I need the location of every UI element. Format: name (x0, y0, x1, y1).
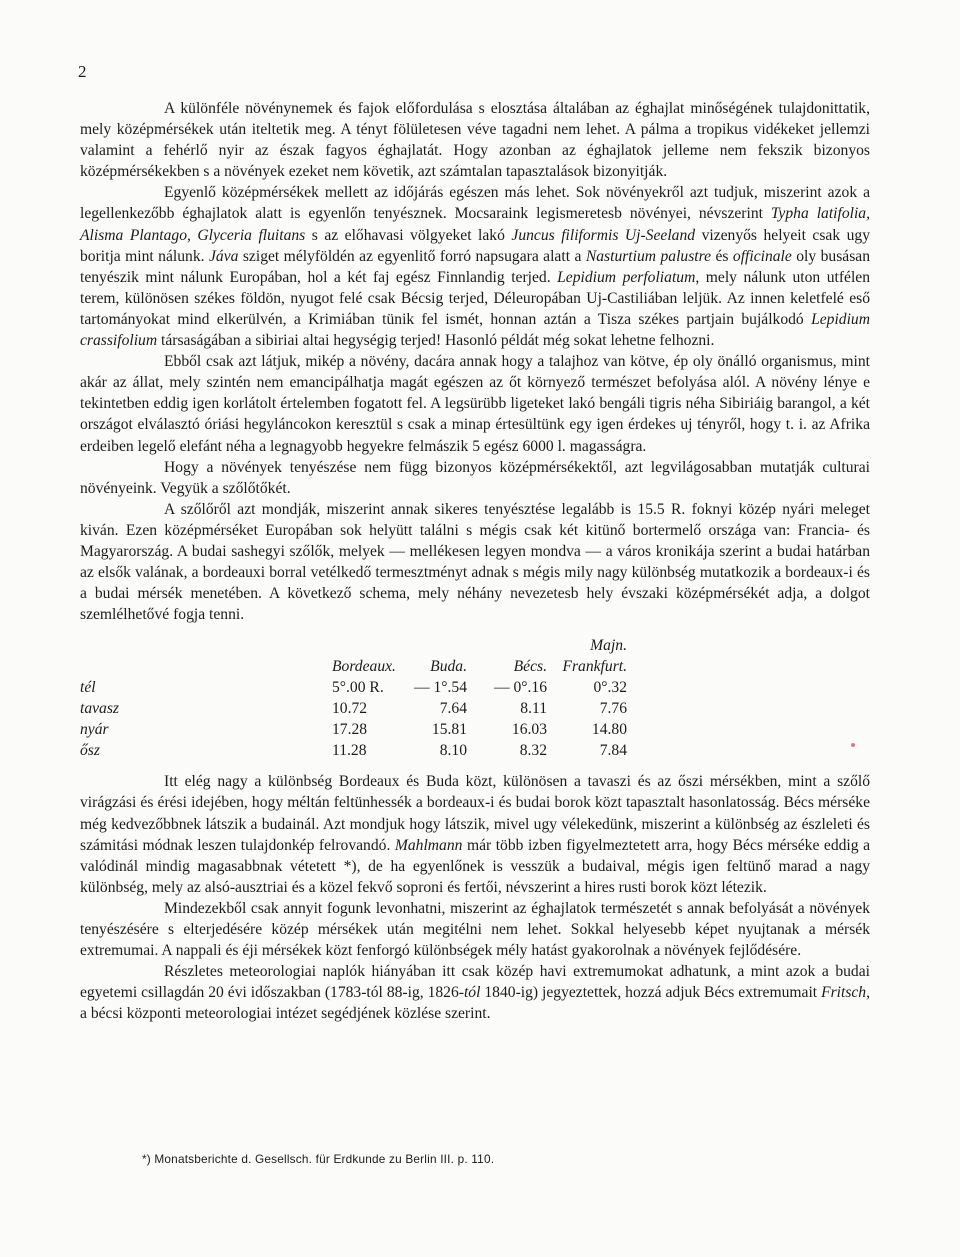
table-cell: 17.28 (332, 721, 368, 739)
table-header-top-cell (367, 635, 467, 656)
table-cell: 11.28 (332, 742, 367, 760)
body-paragraph: Egyenlő középmérsékek mellett az időjárás egészen más lehet. Sok növényekről azt tudjuk, miszerint azok a legellenkezőbb éghajlatok alatt is egyenlőn tenyésznek. Mocsaraink legismeretesb növényei, névszerint Typha latifolia, Alisma Plantago, Glyceria fluitans s az előhavasi völgyeket lakó Juncus filiformis Uj-Seeland vizenyős helyeit csak ugy boritja mint nálunk. Jáva sziget mélyföldén az egyenlitő forró napsugara alatt a Nasturtium palustre és officinale oly busásan tenyészik mint nálunk Europában, hol a két faj egész Finnlandig terjed. Lepidium perfoliatum, mely nálunk uton utfélen terem, különösen székes földön, nyugot felé csak Bécsig terjed, Déleuropában Uj-Castiliában leljük. Az innen keletfelé eső tartományokat mind elkerülvén, a Krimiában tünik fel ismét, honnan aztán a Tisza székes partjain bujálkodó Lepidium crassifolium társaságában a sibiriai altai hegységig terjed! Hasonló példát még sokat lehetne felhozni. (80, 184, 871, 350)
page-number: 2 (78, 62, 87, 81)
table-cell: — 0°.16 (493, 679, 547, 697)
body-paragraph: Hogy a növények tenyészése nem függ bizonyos középmérsékektől, azt legvilágosabban mutatják culturai növényeink. Vegyük a szőlőtőkét. (80, 458, 870, 497)
table-row-label: tél (80, 679, 96, 697)
table-row-label: tavasz (80, 700, 119, 718)
table-header-cell: Bécs. (513, 658, 547, 676)
table-row-label: ősz (80, 742, 100, 760)
table-row-label: nyár (80, 721, 109, 739)
table-header-cell: Frankfurt. (562, 658, 627, 676)
table-cell: 0°.32 (593, 679, 627, 697)
paragraphs-after-table (80, 771, 870, 1024)
body-paragraph: Itt elég nagy a különbség Bordeaux és Buda közt, különösen a tavaszi és az őszi mérsékben, mint a szőlő virágzási és érési idejében, hogy méltán feltünhessék a bordeaux-i és budai borok közt tapasztalt hasonlatosság. Bécs mérséke még kedvezőbbnek látszik a budainál. Azt mondjuk hogy látszik, mivel ugy vélekedünk, miszerint a különbség az észleleti és számitási módnak leszen tulajdonkép felrovandó. Mahlmann már több izben figyelmeztetett arra, hogy Bécs mérséke eddig a valódinál mindig magasabbnak vétetett *), de ha egyenlőnek is vesszük a budaival, mégis igen feltünő marad a nagy különbség, mely az alsó-ausztriai és a közel fekvő soproni és fertői, névszerint a hires rusti borok közt létezik. (80, 773, 870, 896)
footnote: *) Monatsberichte d. Gesellsch. für Erdkunde zu Berlin III. p. 110. (142, 1152, 495, 1166)
table-cell: 15.81 (431, 721, 467, 739)
body-paragraph: Ebből csak azt látjuk, mikép a növény, dacára annak hogy a talajhoz van kötve, ép oly önálló organismus, mint akár az állat, mely szintén nem emancipálhatja magát egészen az őt környező természet befolyása alól. A növény lénye e tekintetben eddig igen korlátolt értelemben fogatott fel. A legsürübb ligeteket lakó bengáli tigris néha Sibiriáig barangol, a két országot elválasztó óriási hegyláncokon keresztül s csak a minap értesültünk egy igen érdekes uj tényről, hogy t. i. az Afrika erdeiben legelő elefánt néha a legnagyobb hegyekre felmászik 5 egész 6000 l. magasságra. (80, 353, 870, 455)
body-paragraph: A szőlőről azt mondják, miszerint annak sikeres tenyésztése legalább is 15.5 R. foknyi közép nyári meleget kiván. Ezen középmérséket Europában sok helyütt találni s mégis csak két kitünő bortermelő országa van: Francia- és Magyarország. A budai sashegyi szőlők, melyek — mellékesen legyen mondva — a város kronikája szerint a budai határban az elsők valának, a bordeauxi borral vetélkedő termesztményt adnak s mégis mily nagy különbség mutatkozik a bordeaux-i és a budai mérsék menetében. A következő schema, mely néhány nevezetesb hely évszaki középmérsékét adja, a dolgot szemlélhetővé fogja tenni. (80, 500, 870, 624)
body-paragraph: Részletes meteorologiai naplók hiányában itt csak közép havi extremumokat adhatunk, a mint azok a budai egyetemi csillagdán 20 évi időszakban (1783-tól 88-ig, 1826-tól 1840-ig) jegyeztettek, hozzá adjuk Bécs extremumait Fritsch, a bécsi központi meteorologiai intézet segédjének közlése szerint. (80, 963, 871, 1023)
table-cell: 8.10 (439, 742, 467, 760)
table-header-cell (80, 656, 262, 677)
body-paragraph: A különféle növénynemek és fajok előfordulása s elosztása általában az éghajlat minőségének tulajdonittatik, mely középmérsékek után iteltetik meg. A tényt fölületesen véve tagadni nem lehet. A pálma a tropikus vidékeket jellemzi valamint a fehérlő nyir az észak fagyos éghajlatát. Hogy azonban az éghajlatok jelleme nem fekszik bizonyos középmérsékekben s a növények ezeket nem követik, azt számtalan tapasztalások bizonyitják. (80, 100, 870, 181)
temperature-table (80, 635, 870, 761)
table-header-top-cell (262, 635, 367, 656)
paragraphs-before-table (80, 98, 870, 625)
table-cell: 7.76 (599, 700, 627, 718)
table-cell: — 1°.54 (413, 679, 467, 697)
table-cell: 16.03 (511, 721, 547, 739)
table-header-top-cell: Majn. (590, 637, 627, 655)
table-cell: 8.32 (519, 742, 547, 760)
ink-speck (851, 743, 855, 747)
table-header-cell: Buda. (430, 658, 467, 676)
table-cell: 10.72 (332, 700, 368, 718)
table-header-cell: Bordeaux. (332, 658, 396, 676)
table-cell: 7.84 (599, 742, 627, 760)
table-cell: 7.64 (439, 700, 467, 718)
table-header-top-cell (467, 635, 547, 656)
table-header-top-cell (80, 635, 262, 656)
body-text (80, 98, 870, 1024)
table-cell: 5°.00 R. (332, 679, 384, 697)
table-cell: 14.80 (591, 721, 627, 739)
table-cell: 8.11 (520, 700, 547, 718)
body-paragraph: Mindezekből csak annyit fogunk levonhatni, miszerint az éghajlatok természetét s annak befolyását a növények tenyészésére s elterjedésére közép mérsékek után megitélni nem lehet. Sokkal helyesebb képet nyujtanak a mérsék extremumai. A nappali és éji mérsékek közt fenforgó különbségek mély hatást gyakorolnak a növények fejlődésére. (80, 899, 870, 960)
